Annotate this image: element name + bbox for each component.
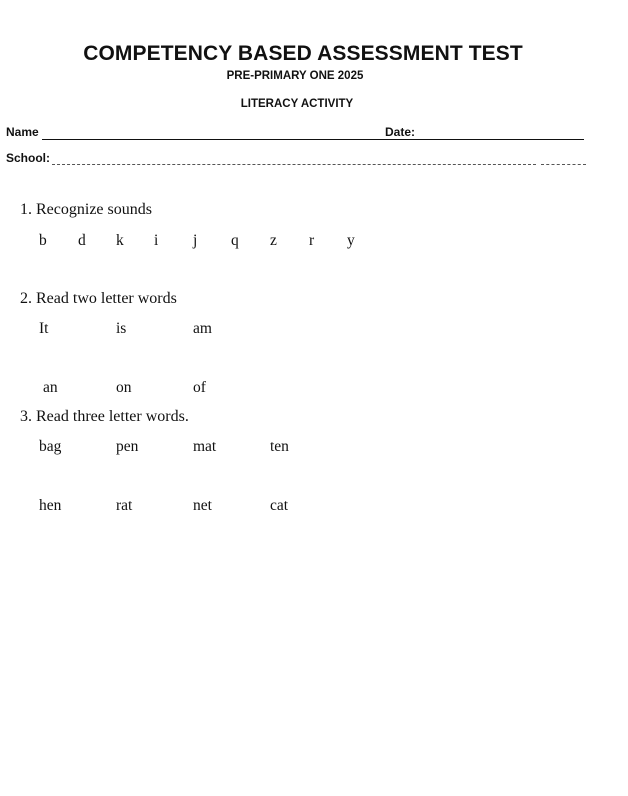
- word-item: bag: [39, 438, 62, 455]
- letter-item: d: [78, 232, 86, 249]
- word-item: am: [193, 320, 212, 337]
- name-date-line[interactable]: [42, 139, 584, 140]
- document-title: COMPETENCY BASED ASSESSMENT TEST: [83, 42, 523, 65]
- word-item: ten: [270, 438, 289, 455]
- letter-item: i: [154, 232, 159, 249]
- word-item: cat: [270, 497, 289, 514]
- question-text: Read three letter words.: [36, 408, 189, 425]
- word-item: mat: [193, 438, 217, 455]
- question-number: 2.: [20, 290, 32, 307]
- letter-item: b: [39, 232, 47, 249]
- word-item: hen: [39, 497, 62, 514]
- question-text: Recognize sounds: [36, 201, 152, 218]
- school-line[interactable]: [52, 164, 536, 165]
- word-item: an: [43, 379, 58, 396]
- section-heading: LITERACY ACTIVITY: [240, 98, 354, 110]
- letter-item: j: [193, 232, 198, 249]
- school-label: School:: [6, 151, 50, 165]
- question-text: Read two letter words: [36, 290, 177, 307]
- word-item: of: [193, 379, 206, 396]
- letter-item: z: [270, 232, 277, 249]
- document-subtitle: PRE-PRIMARY ONE 2025: [226, 70, 364, 82]
- letter-item: q: [231, 232, 239, 249]
- letter-item: k: [116, 232, 124, 249]
- word-item: rat: [116, 497, 133, 514]
- question-number: 3.: [20, 408, 32, 425]
- word-item: It: [39, 320, 49, 337]
- name-label: Name: [6, 125, 39, 139]
- school-line-extension[interactable]: [541, 164, 586, 165]
- letter-item: y: [347, 232, 355, 249]
- question-3: [20, 408, 189, 426]
- word-item: is: [116, 320, 127, 337]
- question-number: 1.: [20, 201, 32, 218]
- question-2: [20, 290, 177, 308]
- date-label: Date:: [385, 125, 416, 139]
- question-1: [20, 201, 152, 219]
- word-item: on: [116, 379, 132, 396]
- word-item: net: [193, 497, 212, 514]
- letter-item: r: [309, 232, 315, 249]
- word-item: pen: [116, 438, 139, 455]
